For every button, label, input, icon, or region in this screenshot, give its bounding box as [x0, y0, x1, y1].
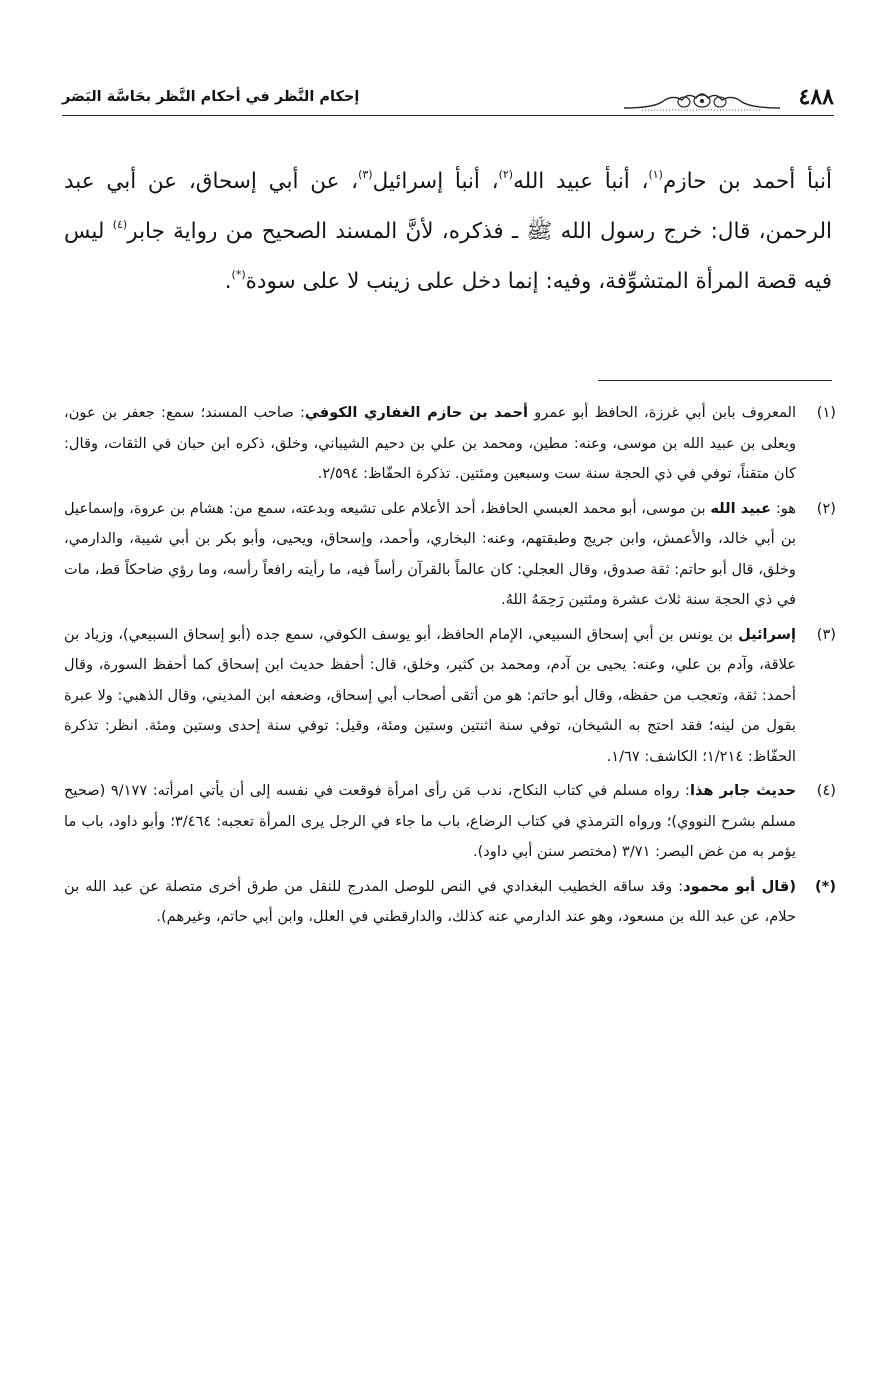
footnote-ref: (٣)	[358, 168, 373, 181]
footnote-ref: (*)	[231, 268, 246, 281]
footnote-number: (*)	[815, 877, 836, 895]
footnote-ref: (١)	[648, 168, 663, 181]
main-segment: أنبأ أحمد بن حازم	[662, 169, 833, 194]
main-segment: ، أنبأ عبيد الله	[513, 169, 649, 194]
footnote-text: : صاحب المسند؛ سمع: جعفر بن عون، ويعلى بن عبيد الله بن موسى، وعنه: مطين، ومحمد بن علي بن دحيم الشيباني، وخلق، ذكره ابن حبان في الثقات، وقال: كان متقناً، توفي في ذي الحجة سنة ست وسبعين ومئتين. تذكرة الحفّاظ: ٢/٥٩٤.	[64, 404, 796, 482]
footnote-text: : رواه مسلم في كتاب النكاح، ندب مَن رأى امرأة فوقعت في نفسه إلى أن يأتي امرأته: ٩/١٧٧ (صحيح مسلم بشرح النووي)؛ ورواه الترمذي في كتاب الرضاع، باب ما جاء في الرجل يرى المرأة تعجبه: ٣/٤٦٤؛ وأبو داود، باب ما يؤمر به من غض البصر: ٣/٧١ (مختصر سنن أبي داود).	[64, 782, 797, 860]
footnote-bold-text: إسرائيل	[738, 625, 796, 643]
footnote	[64, 872, 836, 933]
main-segment: ، أنبأ إسرائيل	[372, 169, 499, 194]
main-segment: ليس فيه قصة المرأة المتشوِّفة، وفيه: إنما دخل على زينب لا على سودة	[64, 219, 832, 294]
page-number: ٤٨٨	[798, 84, 834, 110]
footnote	[64, 776, 836, 868]
page-header	[62, 80, 834, 120]
footnote-ref: (٢)	[498, 168, 514, 181]
footnote	[64, 494, 836, 616]
main-segment: .	[224, 269, 232, 294]
running-title: إحكام النَّظر في أحكام النَّظر بحَاسَّة البَصَر	[62, 89, 360, 105]
footnote	[64, 620, 836, 773]
decorative-ornament-icon	[622, 88, 782, 112]
footnote-bold-text: أحمد بن حازم الغفاري الكوفي	[304, 404, 528, 421]
footnote-text: هو:	[771, 499, 796, 517]
footnote-bold-text: حديث جابر هذا	[689, 782, 796, 799]
footnote	[64, 398, 836, 490]
footnote-bold-text: عبيد الله	[710, 499, 772, 517]
footnote-text: : وقد ساقه الخطيب البغدادي في النص للوصل المدرج للنقل من طرق أخرى متصلة عن عبد الله بن حلام، عن عبد الله بن مسعود، وهو عند الدارمي عنه كذلك، والدارقطني في العلل، وابن أبي حاتم، وغيرهم).	[64, 877, 796, 925]
main-segment: ، عن أبي إسحاق، عن أبي عبد الرحمن، قال: خرج رسول الله ﷺ ـ فذكره، لأنَّ المسند الصحيح من رواية جابر	[64, 169, 832, 244]
footnote-number: (٣)	[816, 625, 836, 643]
main-paragraph	[64, 158, 832, 308]
footnote-number: (٤)	[816, 782, 836, 799]
footnote-text: بن يونس بن أبي إسحاق السبيعي، الإمام الحافظ، أبو يوسف الكوفي، سمع جده (أبو إسحاق السبيعي)، وزياد بن علاقة، وآدم بن علي، وعنه: يحيى بن آدم، ومحمد بن كثير، وخلق، قال: أحفظ حديث ابن إسحاق كما أحفظ السورة، وقال أحمد: ثقة، وتعجب من حفظه، وقال أبو حاتم: هو من أتقى أصحاب أبي إسحاق، وضعفه ابن المديني، وقال الذهبي: ولا عبرة بقول من لينه؛ فقد احتج به الشيخان، توفي سنة اثنتين وستين ومئة، وقيل: توفي سنة إحدى وستين ومئة. انظر: تذكرة الحفّاظ: ١/٢١٤؛ الكاشف: ١/٦٧.	[64, 625, 796, 765]
footnote-number: (١)	[816, 404, 836, 421]
footnote-ref: (٤)	[112, 218, 128, 231]
header-rule	[62, 115, 834, 116]
footnotes	[64, 398, 836, 937]
footnote-separator	[598, 380, 832, 381]
footnote-text: بن موسى، أبو محمد العبسي الحافظ، أحد الأعلام على تشيعه وبدعته، سمع من: هشام بن عروة، وإسماعيل بن أبي خالد، والأعمش، وابن جريج وطبقتهم، وعنه: البخاري، وأحمد، وإسحاق، ويحيى، وأبو بكر بن أبي شيبة، والدارمي، وخلق، قال أبو حاتم: ثقة صدوق، وقال العجلي: كان عالماً بالقرآن رأساً فيه، ما رأيته رافعاً رأسه، وما رؤي ضاحكاً قط، مات في ذي الحجة سنة ثلاث عشرة ومئتين رَحِمَهُ اللهُ.	[64, 499, 796, 608]
footnote-bold-text: (قال أبو محمود	[683, 877, 796, 895]
footnote-text: المعروف بابن أبي غرزة، الحافظ أبو عمرو	[527, 404, 797, 421]
main-text	[64, 158, 832, 308]
footnote-number: (٢)	[816, 499, 836, 517]
